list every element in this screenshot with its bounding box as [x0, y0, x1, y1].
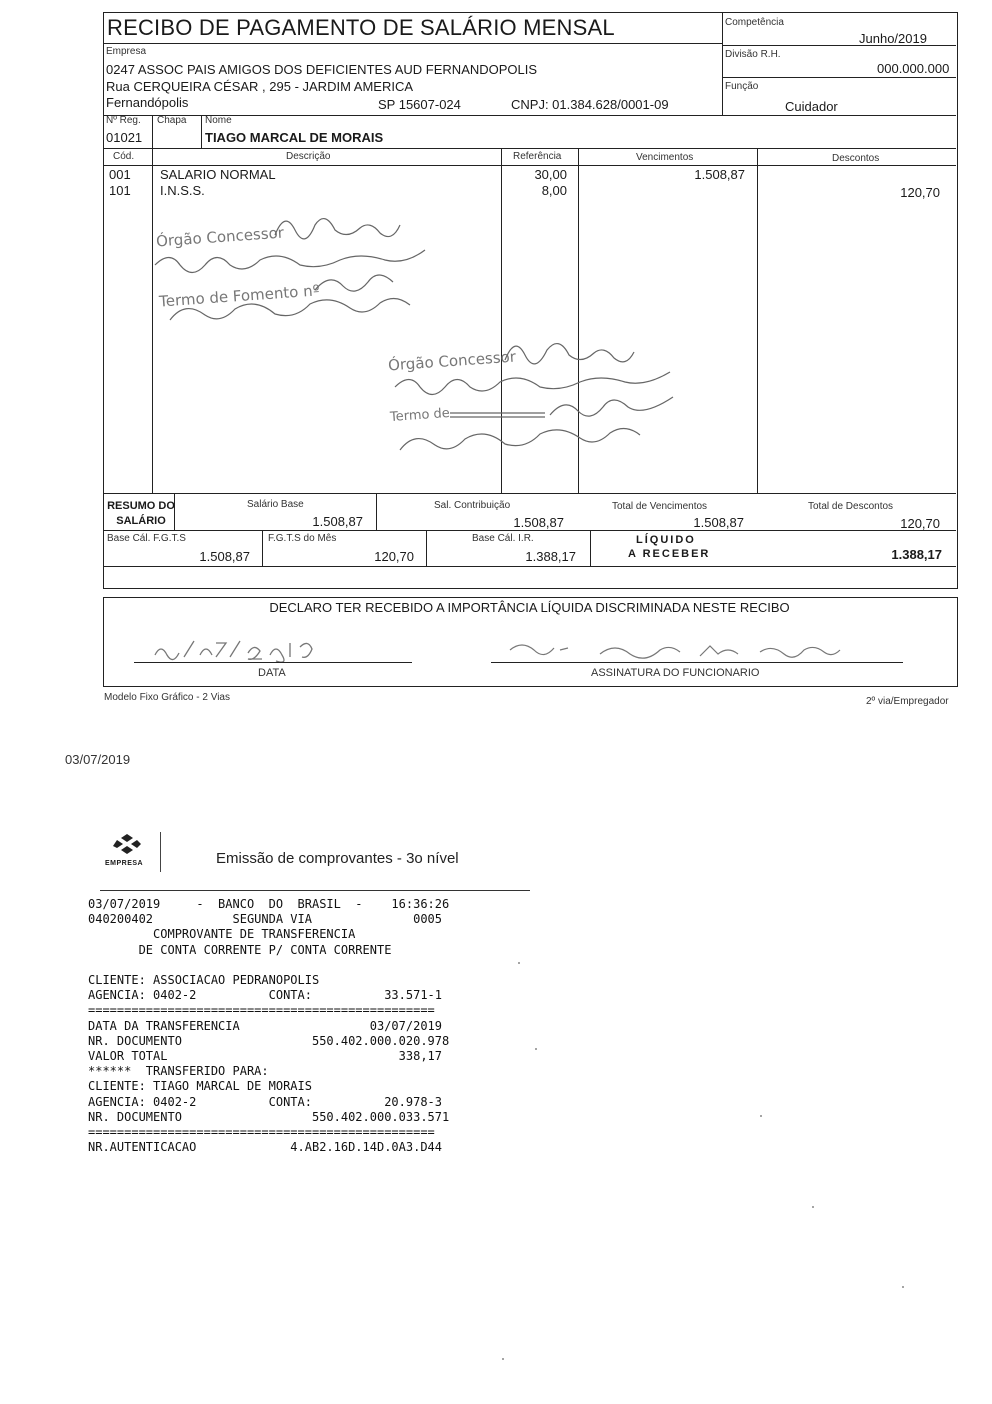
handwriting-stamp-2: [380, 325, 700, 465]
divisao-value: 000.000.000: [877, 61, 950, 76]
total-descontos-label: Total de Descontos: [808, 501, 894, 512]
bank-receipt-line: NR. DOCUMENTO 550.402.000.033.571: [88, 1109, 450, 1124]
declaration-text: DECLARO TER RECEBIDO A IMPORTÂNCIA LÍQUIDA DISCRIMINADA NESTE RECIBO: [269, 600, 790, 615]
stamp-termo-2: Termo de: [389, 405, 451, 426]
bank-receipt-line: 03/07/2019 - BANCO DO BRASIL - 16:36:26: [88, 897, 450, 911]
empresa-cnpj: CNPJ: 01.384.628/0001-09: [511, 97, 669, 112]
stamp-termo-fomento-1: Termo de Fomento nº: [158, 281, 321, 311]
reg-label: Nº Reg.: [106, 115, 141, 126]
reg-value: 01021: [106, 130, 143, 145]
total-vencimentos-value: 1.508,87: [693, 515, 744, 530]
stamp-orgao-concessor-2: Órgão Concessor: [387, 347, 517, 375]
fgts-mes-value: 120,70: [374, 549, 414, 564]
empresa-name: 0247 ASSOC PAIS AMIGOS DOS DEFICIENTES AUD FERNANDOPOLIS: [106, 62, 538, 77]
bank-receipt-line: CLIENTE: ASSOCIACAO PEDRANOPOLIS: [88, 973, 320, 987]
salario-base-label: Salário Base: [247, 499, 304, 510]
liquido-label-2: A RECEBER: [628, 548, 711, 560]
handwritten-date: [150, 635, 320, 665]
row-referencia: 8,00: [541, 183, 567, 198]
competencia-label: Competência: [725, 17, 784, 28]
bank-receipt-line: NR.AUTENTICACAO 4.AB2.16D.14D.0A3.D44: [88, 1140, 443, 1155]
col-descricao: Descrição: [286, 151, 331, 162]
col-descontos: Descontos: [832, 153, 880, 164]
empresa-city: Fernandópolis: [106, 95, 189, 110]
funcao-value: Cuidador: [785, 99, 838, 114]
bank-receipt-line: DATA DA TRANSFERENCIA 03/07/2019: [88, 1018, 443, 1033]
bank-logo: [103, 830, 148, 870]
row-descontos: 120,70: [900, 185, 940, 200]
bank-receipt-line: COMPROVANTE DE TRANSFERENCIA: [88, 927, 356, 942]
stamp-orgao-concessor-1: Órgão Concessor: [155, 223, 285, 251]
sal-contribuicao-value: 1.508,87: [513, 515, 564, 530]
base-ir-value: 1.388,17: [525, 549, 576, 564]
receipt-title: RECIBO DE PAGAMENTO DE SALÁRIO MENSAL: [107, 15, 615, 40]
page-date: 03/07/2019: [65, 752, 131, 767]
bank-receipt-line: ================================================: [88, 1003, 435, 1018]
bank-logo-label: EMPRESA: [105, 860, 144, 867]
employee-name: TIAGO MARCAL DE MORAIS: [205, 130, 384, 145]
via-label: 2º via/Empregador: [866, 696, 949, 707]
competencia-value: Junho/2019: [859, 31, 927, 46]
row-cod: 001: [109, 167, 131, 182]
assinatura-label: ASSINATURA DO FUNCIONARIO: [591, 667, 760, 679]
bank-header-rule: [100, 890, 530, 891]
signature-line: [491, 662, 903, 663]
bank-receipt-line: [88, 958, 449, 973]
bank-receipt-line: CLIENTE: TIAGO MARCAL DE MORAIS: [88, 1079, 312, 1094]
chapa-label: Chapa: [157, 115, 187, 126]
bank-receipt-body: [88, 897, 449, 1155]
modelo-label: Modelo Fixo Gráfico - 2 Vias: [104, 692, 230, 703]
liquido-label-1: LÍQUIDO: [636, 534, 696, 546]
col-cod: Cód.: [113, 151, 135, 162]
liquido-value: 1.388,17: [891, 547, 942, 562]
funcao-label: Função: [725, 81, 759, 92]
handwriting-stamp-1: [140, 195, 480, 335]
data-label: DATA: [258, 667, 286, 679]
total-vencimentos-label: Total de Vencimentos: [612, 501, 708, 512]
bank-receipt-line: AGENCIA: 0402-2 CONTA: 20.978-3: [88, 1094, 443, 1109]
bank-header-title: Emissão de comprovantes - 3o nível: [216, 850, 459, 867]
empresa-uf-cep: SP 15607-024: [378, 97, 461, 112]
col-referencia: Referência: [513, 151, 562, 162]
row-descricao: SALARIO NORMAL: [160, 167, 276, 182]
date-line: [134, 662, 412, 663]
row-vencimentos: 1.508,87: [694, 167, 745, 182]
row-descricao: I.N.S.S.: [160, 183, 205, 198]
fgts-mes-label: F.G.T.S do Mês: [268, 533, 337, 544]
bank-receipt-line: ****** TRANSFERIDO PARA:: [88, 1064, 269, 1079]
banco-do-brasil-logo-icon: [111, 832, 143, 856]
resumo-label: RESUMO DO SALÁRIO: [107, 500, 175, 527]
empresa-address: Rua CERQUEIRA CÉSAR , 295 - JARDIM AMERICA: [106, 79, 414, 94]
bank-receipt-line: AGENCIA: 0402-2 CONTA: 33.571-1: [88, 988, 443, 1003]
sal-contribuicao-label: Sal. Contribuição: [434, 500, 511, 511]
nome-label: Nome: [205, 115, 232, 126]
divisao-label: Divisão R.H.: [725, 49, 781, 60]
bank-receipt-line: 040200402 SEGUNDA VIA 0005: [88, 912, 443, 927]
row-referencia: 30,00: [534, 167, 567, 182]
col-vencimentos: Vencimentos: [636, 152, 694, 163]
base-fgts-label: Base Cál. F.G.T.S: [107, 533, 186, 544]
bank-receipt-line: NR. DOCUMENTO 550.402.000.020.978: [88, 1033, 450, 1048]
total-descontos-value: 120,70: [900, 516, 940, 531]
empresa-label: Empresa: [106, 46, 147, 57]
row-cod: 101: [109, 183, 131, 198]
base-ir-label: Base Cál. I.R.: [472, 533, 534, 544]
base-fgts-value: 1.508,87: [199, 549, 250, 564]
bank-receipt-line: DE CONTA CORRENTE P/ CONTA CORRENTE: [88, 942, 392, 957]
bank-receipt-line: ================================================: [88, 1125, 435, 1140]
bank-receipt-line: VALOR TOTAL 338,17: [88, 1049, 443, 1064]
salario-base-value: 1.508,87: [312, 514, 363, 529]
